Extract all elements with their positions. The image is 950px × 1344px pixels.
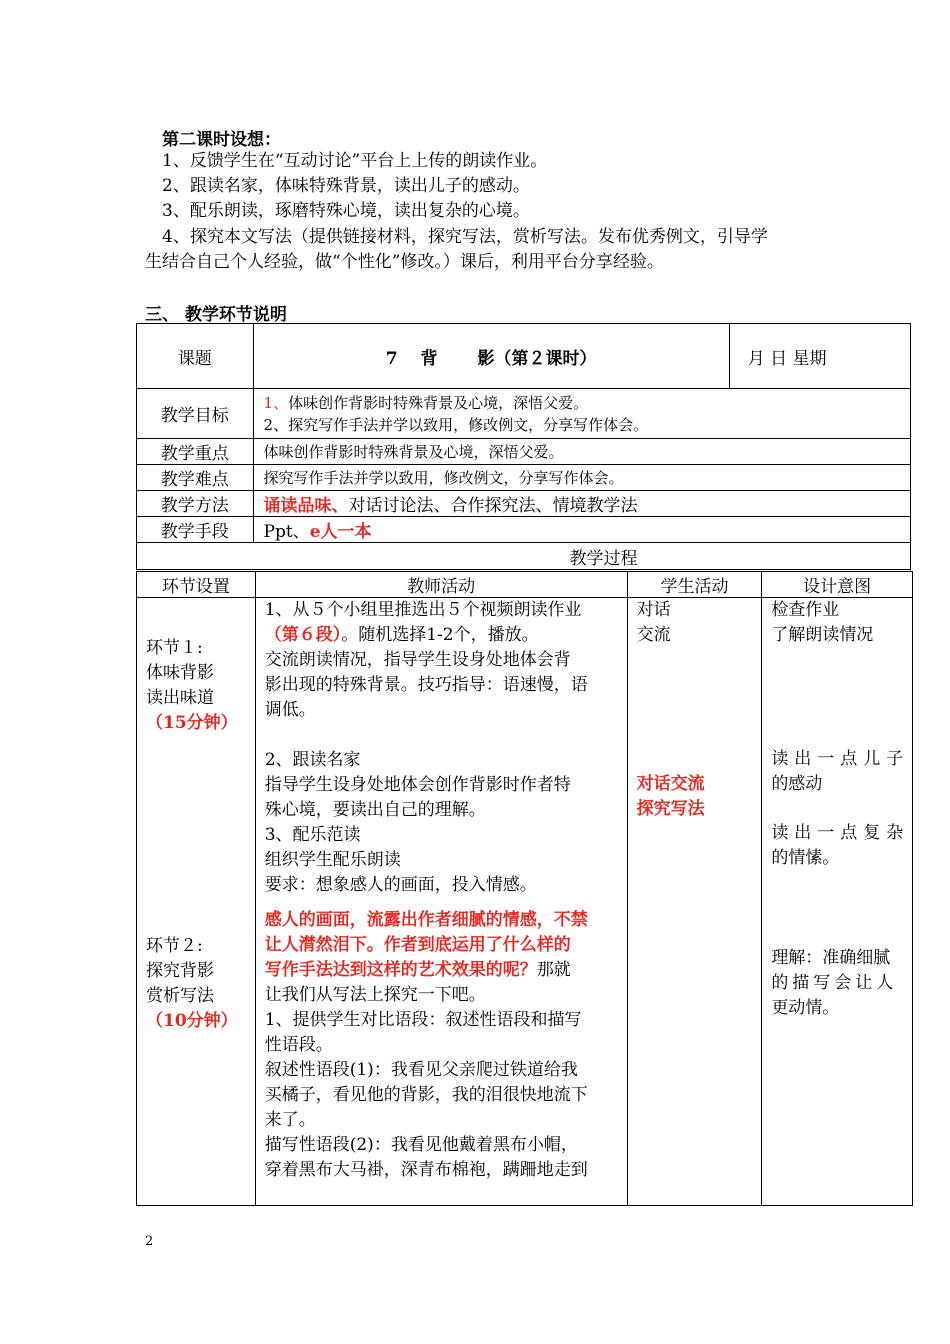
header-teacher — [255, 572, 627, 598]
teacher-activities — [255, 598, 627, 1206]
plan-title: 第二课时设想： — [162, 130, 281, 150]
intent-line-5: 读出一点复杂 — [771, 823, 910, 843]
design-intent — [762, 598, 913, 1206]
date-label: 月 日 星期 — [747, 348, 827, 369]
plan-item-4: 4、探究本文写法（提供链接材料，探究写法，赏析写法。发布优秀例文，引导学 — [162, 227, 768, 247]
method-rest: 对话讨论法、合作探究法、情境教学法 — [348, 496, 638, 516]
process-heading: 教学过程 — [569, 548, 638, 569]
stage-2 — [146, 934, 238, 1034]
goal-2-text: 2、探究写作手法并学以致用，修改例文，分享写作体会。 — [263, 415, 649, 434]
teacher-line-17: 性语段。 — [264, 1035, 333, 1055]
key-value: 体味创作背影时特殊背景及心境，深悟父爱。 — [263, 443, 564, 461]
diff-value-cell — [253, 465, 910, 491]
header-intent-label: 设计意图 — [803, 577, 872, 597]
topic-label: 课题 — [177, 348, 212, 369]
diff-value: 探究写作手法并学以致用，修改例文，分享写作体会。 — [263, 469, 624, 487]
teacher-line-22: 穿着黑布大马褂，深青布棉袍，蹒跚地走到 — [264, 1160, 588, 1180]
teacher-line-20: 来了。 — [264, 1110, 316, 1130]
goal-value-cell — [253, 389, 910, 439]
teacher-line-13: 让人潸然泪下。作者到底运用了什么样的 — [264, 935, 571, 955]
topic-value: 7 背 影（第２课时） — [385, 348, 597, 369]
stage-1-number: 环节１: — [146, 638, 203, 658]
stage-1-line3: 读出味道 — [146, 688, 214, 708]
teacher-line-2-red: （第６段） — [264, 625, 342, 645]
header-intent — [762, 572, 913, 598]
date-cell — [729, 324, 910, 389]
student-line-4: 探究写法 — [636, 799, 705, 819]
process-table — [136, 571, 913, 1206]
stage-2-line3: 赏析写法 — [146, 986, 214, 1006]
intent-line-9: 更动情。 — [771, 998, 840, 1018]
method-red: 诵读品味、 — [263, 496, 349, 516]
intent-line-4: 的感动 — [771, 774, 823, 794]
student-activities — [627, 598, 762, 1206]
teacher-line-10: 组织学生配乐朗读 — [264, 850, 401, 870]
diff-label-cell — [137, 465, 254, 491]
teacher-line-8: 殊心境，要读出自己的理解。 — [264, 800, 486, 820]
intent-line-8: 的描写会让人 — [771, 973, 898, 993]
process-heading-cell — [137, 543, 911, 570]
means-label: 教学手段 — [160, 522, 229, 542]
teacher-line-12: 感人的画面，流露出作者细腻的情感，不禁 — [264, 910, 588, 930]
teacher-line-21: 描写性语段(2)：我看见他戴着黑布小帽， — [264, 1135, 578, 1155]
teacher-line-1: 1、从５个小组里推选出５个视频朗读作业 — [264, 600, 582, 620]
teacher-line-18: 叙述性语段(1)：我看见父亲爬过铁道给我 — [264, 1060, 578, 1080]
means-black: Ppt、 — [263, 522, 310, 542]
teacher-line-15: 让我们从写法上探究一下吧。 — [264, 985, 486, 1005]
intent-line-2: 了解朗读情况 — [771, 625, 874, 645]
page-number: 2 — [145, 1234, 154, 1249]
topic-label-cell — [137, 324, 254, 389]
key-label-cell — [137, 439, 254, 465]
goal-label: 教学目标 — [160, 406, 229, 426]
header-teacher-label: 教师活动 — [407, 577, 476, 597]
plan-item-1: 1、反馈学生在“互动讨论”平台上上传的朗读作业。 — [162, 151, 548, 171]
student-line-1: 对话 — [636, 600, 671, 620]
intent-line-1: 检查作业 — [771, 600, 840, 620]
teacher-line-2: 。随机选择1-2个，播放。 — [341, 625, 539, 645]
stage-column — [137, 598, 256, 1206]
diff-label: 教学难点 — [160, 470, 229, 490]
student-line-3: 对话交流 — [636, 774, 705, 794]
goal-1-text: 体味创作背影时特殊背景及心境，深悟父爱。 — [288, 393, 589, 412]
teacher-line-14-red: 写作手法达到这样的艺术效果的呢？ — [264, 960, 537, 980]
intent-line-7: 理解：准确细腻 — [771, 948, 891, 968]
header-stage-label: 环节设置 — [161, 577, 230, 597]
stage-2-line2: 探究背影 — [146, 961, 214, 981]
teacher-line-14: 那就 — [536, 960, 571, 980]
header-student — [627, 572, 762, 598]
stage-2-number: 环节２: — [146, 936, 203, 956]
plan-item-3: 3、配乐朗读，琢磨特殊心境，读出复杂的心境。 — [162, 201, 530, 221]
teacher-line-11: 要求：想象感人的画面，投入情感。 — [264, 875, 537, 895]
means-red: e人一本 — [309, 522, 372, 542]
stage-1 — [146, 636, 238, 736]
means-value-cell — [253, 517, 910, 543]
plan-item-2: 2、跟读名家，体味特殊背景，读出儿子的感动。 — [162, 176, 530, 196]
teacher-line-6: 2、跟读名家 — [264, 750, 361, 770]
teacher-line-9: 3、配乐范读 — [264, 825, 361, 845]
header-stage — [137, 572, 256, 598]
method-label-cell — [137, 491, 254, 517]
goal-1-number: 1、 — [263, 393, 289, 412]
method-label: 教学方法 — [160, 496, 229, 516]
stage-2-time: （10分钟） — [146, 1011, 238, 1031]
intent-line-6: 的情愫。 — [771, 848, 840, 868]
key-value-cell — [253, 439, 910, 465]
lesson-info-table — [136, 323, 911, 570]
plan-item-4-cont: 生结合自己个人经验，做“个性化”修改。）课后，利用平台分享经验。 — [145, 252, 664, 272]
topic-value-cell — [253, 324, 729, 389]
key-label: 教学重点 — [160, 444, 229, 464]
section-three-heading: 三、 教学环节说明 — [145, 305, 287, 325]
stage-1-line2: 体味背影 — [146, 663, 214, 683]
teacher-line-5: 调低。 — [264, 700, 316, 720]
teacher-line-4: 影出现的特殊背景。技巧指导：语速慢，语 — [264, 675, 588, 695]
teacher-line-19: 买橘子，看见他的背影，我的泪很快地流下 — [264, 1085, 588, 1105]
intent-line-3: 读出一点儿子 — [771, 749, 910, 769]
teacher-line-7: 指导学生设身处地体会创作背影时作者特 — [264, 775, 571, 795]
student-line-2: 交流 — [636, 625, 671, 645]
teacher-line-16: 1、提供学生对比语段：叙述性语段和描写 — [264, 1010, 582, 1030]
method-value-cell — [253, 491, 910, 517]
header-student-label: 学生活动 — [660, 577, 729, 597]
means-label-cell — [137, 517, 254, 543]
teacher-line-3: 交流朗读情况，指导学生设身处地体会背 — [264, 650, 571, 670]
goal-label-cell — [137, 389, 254, 439]
stage-1-time: （15分钟） — [146, 713, 238, 733]
